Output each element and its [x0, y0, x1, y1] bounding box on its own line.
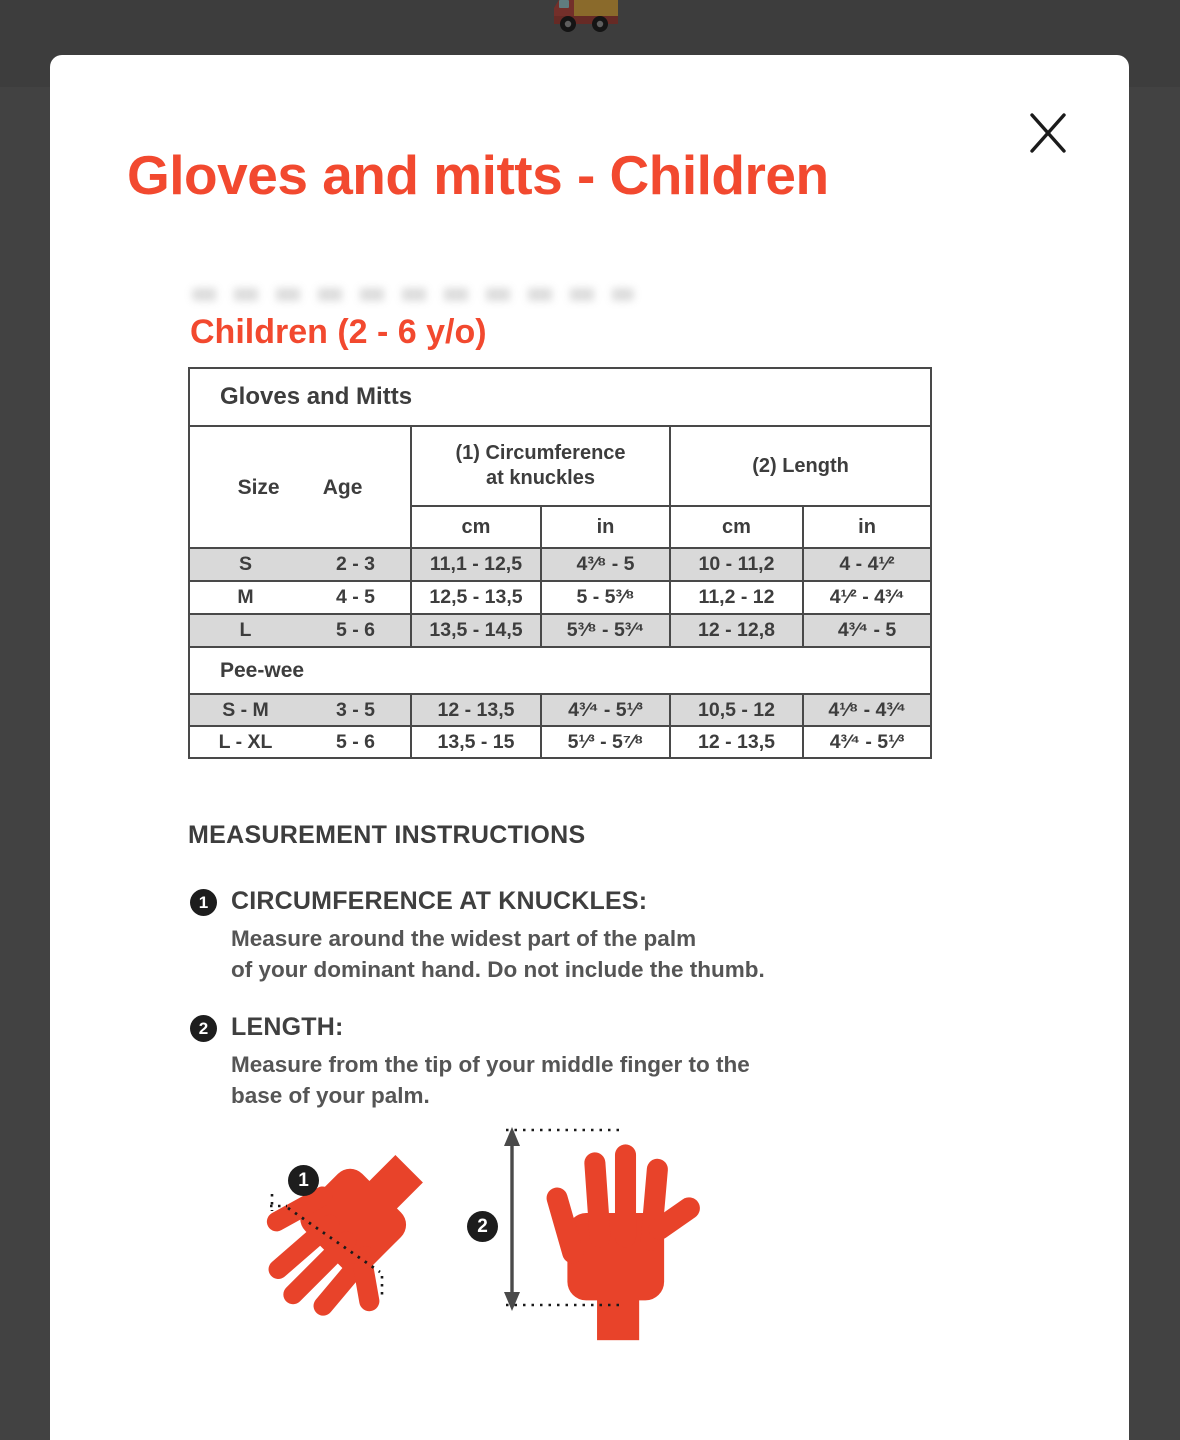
unit-len-cm: cm: [670, 506, 803, 548]
instruction-title: LENGTH:: [231, 1013, 344, 1041]
table-row-sm: S - M 3 - 5 12 - 13,5 4³⁄⁴ - 5¹⁄³ 10,5 - 12 4¹⁄⁸ - 4³⁄⁴: [189, 694, 931, 726]
col-header-size: Size: [237, 475, 280, 499]
step-1-badge: 1: [190, 889, 217, 916]
instructions-heading: MEASUREMENT INSTRUCTIONS: [188, 821, 586, 849]
diagram-badge-1: 1: [288, 1165, 319, 1196]
col-group-circumference: [411, 426, 670, 506]
instruction-line: Measure from the tip of your middle finger to the: [231, 1052, 750, 1077]
step-2-badge: 2: [190, 1015, 217, 1042]
unit-len-in: in: [803, 506, 931, 548]
measurement-diagram: [230, 1110, 750, 1370]
unit-circ-in: in: [541, 506, 670, 548]
instruction-item-circumference: [190, 887, 765, 985]
col-header-age: Age: [322, 475, 363, 499]
modal-title: Gloves and mitts - Children: [127, 144, 829, 206]
size-chart-table: [188, 367, 932, 759]
size-chart-modal: [50, 55, 1129, 1440]
instruction-line: of your dominant hand. Do not include the thumb.: [231, 957, 765, 982]
size-age-header-cell: [189, 426, 411, 548]
diagram-badge-2: 2: [467, 1211, 498, 1242]
upright-hand-icon: [544, 1144, 704, 1340]
circumference-label-line1: (1) Circumference: [455, 442, 626, 464]
table-row-l: L 5 - 6 13,5 - 14,5 5³⁄⁸ - 5³⁄⁴ 12 - 12,8 4³⁄⁴ - 5: [189, 614, 931, 647]
tilted-hand-icon: [233, 1120, 465, 1352]
instruction-line: base of your palm.: [231, 1083, 430, 1108]
instruction-line: Measure around the widest part of the palm: [231, 926, 697, 951]
col-group-length: (2) Length: [670, 426, 931, 506]
delivery-truck-icon: [550, 0, 628, 38]
table-row-m: M 4 - 5 12,5 - 13,5 5 - 5³⁄⁸ 11,2 - 12 4¹⁄² - 4³⁄⁴: [189, 581, 931, 614]
close-button[interactable]: [1022, 107, 1074, 159]
instruction-item-length: [190, 1013, 750, 1111]
scroll-ghost-text: [192, 288, 634, 301]
instruction-title: CIRCUMFERENCE AT KNUCKLES:: [231, 887, 648, 915]
table-row-s: S 2 - 3 11,1 - 12,5 4³⁄⁸ - 5 10 - 11,2 4 - 4¹⁄²: [189, 548, 931, 581]
length-arrow-head-down: [504, 1292, 520, 1311]
close-icon: [1028, 111, 1068, 155]
unit-circ-cm: cm: [411, 506, 541, 548]
section-heading: Children (2 - 6 y/o): [190, 313, 487, 351]
table-title: Gloves and Mitts: [189, 368, 931, 426]
circumference-label-line2: at knuckles: [486, 467, 595, 489]
table-subsection-peewee: Pee-wee: [189, 647, 931, 694]
table-row-lxl: L - XL 5 - 6 13,5 - 15 5¹⁄³ - 5⁷⁄⁸ 12 - 13,5 4³⁄⁴ - 5¹⁄³: [189, 726, 931, 758]
